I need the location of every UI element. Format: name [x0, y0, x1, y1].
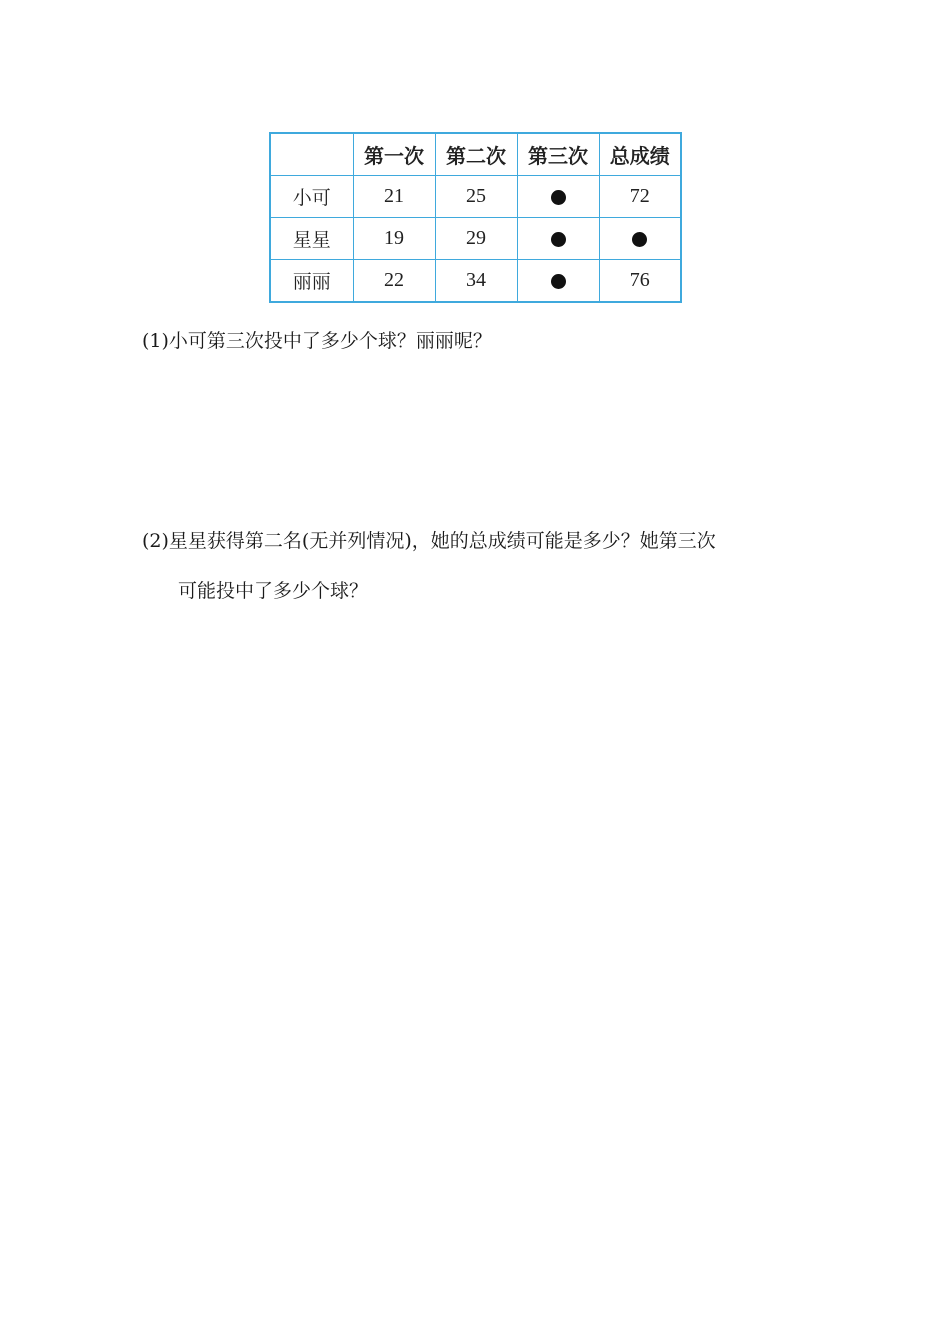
total-score-cell: 76 — [599, 260, 681, 303]
first-score-cell: 21 — [353, 176, 435, 218]
table-row — [270, 260, 681, 303]
header-cell-empty — [270, 133, 353, 176]
header-cell-first: 第一次 — [353, 133, 435, 176]
unknown-dot-icon — [551, 232, 566, 247]
question-2-line-1: (2)星星获得第二名(无并列情况)，她的总成绩可能是多少？她第三次 — [142, 530, 716, 552]
header-cell-total: 总成绩 — [599, 133, 681, 176]
question-2-line-2: 可能投中了多少个球？ — [178, 580, 369, 602]
third-score-cell — [517, 260, 599, 303]
unknown-dot-icon — [632, 232, 647, 247]
table-row — [270, 176, 681, 218]
table-header-row — [270, 133, 681, 176]
third-score-cell — [517, 218, 599, 260]
question-1: (1)小可第三次投中了多少个球？丽丽呢？ — [142, 330, 492, 352]
total-score-cell — [599, 218, 681, 260]
row-name-cell: 星星 — [270, 218, 353, 260]
second-score-cell: 25 — [435, 176, 517, 218]
table-row — [270, 218, 681, 260]
total-score-cell: 72 — [599, 176, 681, 218]
row-name-cell: 小可 — [270, 176, 353, 218]
header-cell-second: 第二次 — [435, 133, 517, 176]
unknown-dot-icon — [551, 190, 566, 205]
unknown-dot-icon — [551, 274, 566, 289]
third-score-cell — [517, 176, 599, 218]
second-score-cell: 34 — [435, 260, 517, 303]
row-name-cell: 丽丽 — [270, 260, 353, 303]
first-score-cell: 19 — [353, 218, 435, 260]
first-score-cell: 22 — [353, 260, 435, 303]
score-table — [269, 132, 682, 303]
header-cell-third: 第三次 — [517, 133, 599, 176]
second-score-cell: 29 — [435, 218, 517, 260]
